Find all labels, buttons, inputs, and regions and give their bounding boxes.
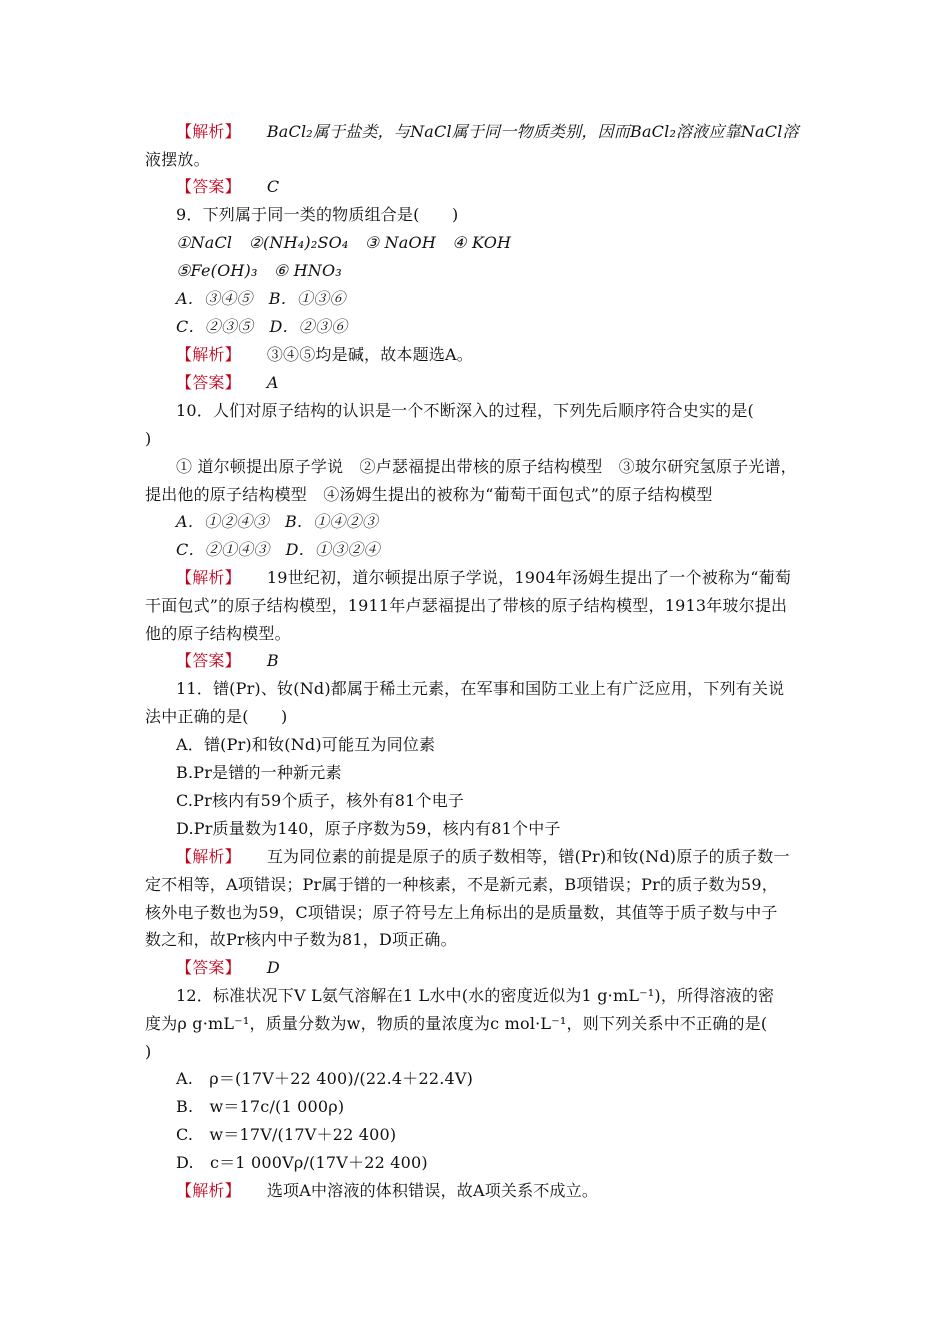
answer-tag: 【答案】 — [176, 373, 241, 392]
q8-analysis-line-2: 液摆放。 — [145, 150, 210, 169]
q11-analysis-line-4: 数之和，故Pr核内中子数为81，D项正确。 — [145, 930, 457, 949]
q9-options-ab: A．③④⑤ B．①③⑥ — [176, 289, 346, 308]
q9-answer: 【答案】 A — [176, 373, 279, 392]
q10-analysis-line-1: 【解析】 19世纪初，道尔顿提出原子学说，1904年汤姆生提出了一个被称为“葡萄 — [176, 568, 792, 587]
q12-stem-line-2: 度为ρ g·mL⁻¹，质量分数为w，物质的量浓度为c mol·L⁻¹，则下列关系中不正确的是( — [145, 1014, 768, 1033]
q11-option-c: C.Pr核内有59个质子，核外有81个电子 — [176, 791, 465, 810]
analysis-tag: 【解析】 — [176, 1181, 241, 1200]
q9-items-line-1: ①NaCl ②(NH₄)₂SO₄ ③ NaOH ④ KOH — [176, 233, 512, 252]
q12-option-a: A. ρ＝(17V＋22 400)/(22.4＋22.4V) — [176, 1069, 474, 1088]
q9-items-line-2: ⑤Fe(OH)₃ ⑥ HNO₃ — [176, 261, 342, 280]
q10-stem-line-1: 10．人们对原子结构的认识是一个不断深入的过程，下列先后顺序符合史实的是( — [176, 401, 755, 420]
q11-analysis-line-1: 【解析】 互为同位素的前提是原子的质子数相等，镨(Pr)和钕(Nd)原子的质子数一 — [176, 847, 790, 866]
q12-stem-line-1: 12．标准状况下V L氨气溶解在1 L水中(水的密度近似为1 g·mL⁻¹)，所得溶液的密 — [176, 986, 775, 1005]
q9-analysis: 【解析】 ③④⑤均是碱，故本题选A。 — [176, 345, 473, 364]
q10-options-ab: A．①②④③ B．①④②③ — [176, 512, 378, 531]
answer-tag: 【答案】 — [176, 651, 241, 670]
analysis-tag: 【解析】 — [176, 345, 241, 364]
q10-stem-line-2: ) — [145, 429, 152, 448]
q12-option-b: B. w＝17c/(1 000ρ) — [176, 1097, 345, 1116]
q10-answer: 【答案】 B — [176, 651, 279, 670]
q11-option-b: B.Pr是镨的一种新元素 — [176, 763, 342, 782]
q10-items-line-1: ① 道尔顿提出原子学说 ②卢瑟福提出带核的原子结构模型 ③玻尔研究氢原子光谱， — [176, 457, 797, 476]
q9-options-cd: C．②③⑤ D．②③⑥ — [176, 317, 348, 336]
q12-option-d: D. c＝1 000Vρ/(17V＋22 400) — [176, 1153, 428, 1172]
q10-items-line-2: 提出他的原子结构模型 ④汤姆生提出的被称为“葡萄干面包式”的原子结构模型 — [145, 485, 713, 504]
q12-option-c: C. w＝17V/(17V＋22 400) — [176, 1125, 397, 1144]
q11-stem-line-2: 法中正确的是( ) — [145, 707, 288, 726]
answer-tag: 【答案】 — [176, 958, 241, 977]
q11-option-d: D.Pr质量数为140，原子序数为59，核内有81个中子 — [176, 819, 561, 838]
analysis-tag: 【解析】 — [176, 568, 241, 587]
answer-tag: 【答案】 — [176, 177, 241, 196]
q11-answer: 【答案】 D — [176, 958, 280, 977]
q12-analysis: 【解析】 选项A中溶液的体积错误，故A项关系不成立。 — [176, 1181, 599, 1200]
q10-analysis-line-2: 干面包式”的原子结构模型，1911年卢瑟福提出了带核的原子结构模型，1913年玻尔提出 — [145, 596, 788, 615]
q11-analysis-line-3: 核外电子数也为59，C项错误；原子符号左上角标出的是质量数，其值等于质子数与中子 — [145, 903, 778, 922]
q12-stem-line-3: ) — [145, 1042, 152, 1061]
q11-stem-line-1: 11．镨(Pr)、钕(Nd)都属于稀土元素，在军事和国防工业上有广泛应用，下列有关说 — [176, 679, 785, 698]
analysis-tag: 【解析】 — [176, 847, 241, 866]
q9-stem: 9．下列属于同一类的物质组合是( ) — [176, 205, 459, 224]
q8-analysis-line-1: 【解析】 BaCl₂属于盐类，与NaCl属于同一物质类别，因而BaCl₂溶液应靠NaCl溶 — [176, 122, 799, 141]
q10-analysis-line-3: 他的原子结构模型。 — [145, 624, 291, 643]
q11-option-a: A．镨(Pr)和钕(Nd)可能互为同位素 — [176, 735, 436, 754]
q10-options-cd: C．②①④③ D．①③②④ — [176, 540, 380, 559]
q8-answer: 【答案】 C — [176, 177, 280, 196]
analysis-tag: 【解析】 — [176, 122, 241, 141]
q11-analysis-line-2: 定不相等，A项错误；Pr属于镨的一种核素，不是新元素，B项错误；Pr的质子数为59， — [145, 875, 778, 894]
